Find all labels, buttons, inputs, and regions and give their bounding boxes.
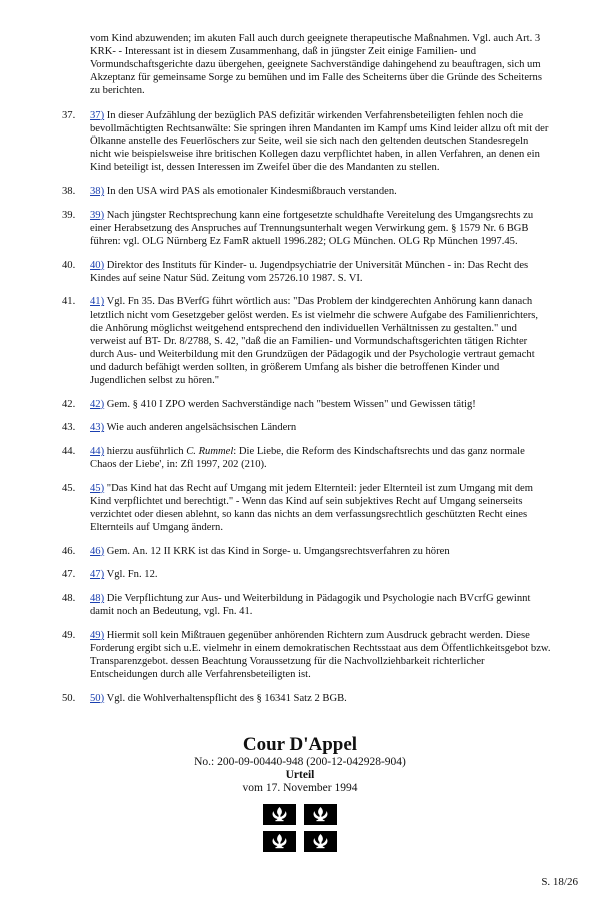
footnote-text: In den USA wird PAS als emotionaler Kindesmißbrauch verstanden. [106,186,397,198]
footnote-42 [62,398,552,411]
author-name: C. Rummel [186,446,234,458]
footnote-38 [62,185,552,198]
footnote-text: Vgl. Fn. 12. [106,569,158,581]
page-number: S. 18/26 [541,876,578,888]
footnote-ref-link[interactable]: 44) [90,446,105,458]
footnote-47 [62,568,552,581]
footnote-ref-link[interactable]: 48) [90,593,105,605]
footnote-46 [62,545,552,558]
footnote-list [62,109,552,716]
footnote-text: In dieser Aufzählung der bezüglich PAS defizitär wirkenden Verfahrensbeteiligten fehlen noch die bevollmächtigten Rechtsanwälte: Sie springen ihren Mandanten im Kampf ums Kind leider allzu oft mit der Ölkanne anstelle des Feuerlöschers zur Seite, weil sie sich nach den geltenden deutschen Standesregeln nicht wie beispielsweise ihre britischen Kollegen dazu verpflichtet haben, in allen Verfahren, an denen ein Kind beteiligt ist, dessen Interessen im Zweifel über die des Mandanten zu stellen. [90,110,549,174]
footnote-number: 50. [62,692,76,704]
footnote-49 [62,629,552,681]
footnote-text-pre: hierzu ausführlich [106,446,187,458]
footnote-number: 40. [62,259,76,271]
footnote-text: Direktor des Instituts für Kinder- u. Jugendpsychiatrie der Universität München - in: Das Recht des Kindes auf seine Natur Süd. Zeitung vom 25726.10 1987. S. VI. [90,259,529,284]
footnote-37 [62,109,552,174]
footnote-ref-link[interactable]: 46) [90,545,105,557]
footnote-text: "Das Kind hat das Recht auf Umgang mit jedem Elternteil: jeder Elternteil ist zum Umgang mit dem Kind verpflichtet und berechtigt." - Wenn das Kind auf sein subjektives Recht auf Umgang seinerseits verzichtet oder diesen ablehnt, so kann das nichts an dem verfassungsrechtlich geschützten Recht eines Elternteils auf Umgang ändern. [90,482,533,534]
footnote-44 [62,445,552,471]
footnote-41 [62,295,552,387]
footnote-number: 49. [62,629,76,641]
footnote-50 [62,692,552,705]
footnote-ref-link[interactable]: 40) [90,259,105,271]
footnote-ref-link[interactable]: 39) [90,209,105,221]
footnote-text: Gem. § 410 I ZPO werden Sachverständige nach "bestem Wissen" und Gewissen tätig! [106,398,476,410]
footnote-text: Vgl. die Wohlverhaltenspflicht des § 16341 Satz 2 BGB. [106,692,347,704]
footnote-number: 42. [62,398,76,410]
footnote-text: Die Verpflichtung zur Aus- und Weiterbildung in Pädagogik und Psychologie nach BVcrfG gewinnt damit noch an Bedeutung, vgl. Fn. 41. [90,593,531,618]
footnote-number: 41. [62,296,76,308]
footnote-ref-link[interactable]: 37) [90,110,105,121]
footnote-number: 37. [62,110,76,121]
intro-paragraph: vom Kind abzuwenden; im akuten Fall auch durch geeignete therapeutische Maßnahmen. Vgl. auch Art. 3 KRK- - Interessant ist in diesem Zusammenhang, daß in jüngster Zeit einige Familien- und Vormundschaftsgerichte dazu übergehen, geeignete Sachverständige dahingehend zu beauftragen, sich um Akzeptanz für gemeinsame Sorge zu bemühen und im Falle des Scheiterns über die Gründe des Scheiterns zu berichten. [90,33,542,97]
footnote-text: Gem. An. 12 II KRK ist das Kind in Sorge- u. Umgangsrechtsverfahren zu hören [106,545,450,557]
footnote-number: 44. [62,446,76,458]
document-type: Urteil [285,769,315,781]
footnote-ref-link[interactable]: 49) [90,629,105,641]
footnote-ref-link[interactable]: 43) [90,422,105,434]
footnote-ref-link[interactable]: 50) [90,692,105,704]
footnote-number: 47. [62,569,76,581]
footnote-number: 48. [62,593,76,605]
footnote-45 [62,482,552,534]
footnote-number: 46. [62,545,76,557]
footnote-text: Hiermit soll kein Mißtrauen gegenüber anhörenden Richtern zum Ausdruck gebracht werden. Diese Forderung ergibt sich u.E. vielmehr in einem demokratischen Rechtsstaat aus dem Öffentlichkeitsgebot bzw. Transparenzgebot. dessen Beachtung Voraussetzung für die Nachvollziehbarkeit richterlicher Entscheidungen durch alle Verfahrensbeteiligten ist. [90,629,551,681]
quebec-flag-icon [263,804,337,852]
footnote-ref-link[interactable]: 47) [90,569,105,581]
case-number: No.: 200-09-00440-948 (200-12-042928-904) [194,756,406,768]
footnote-ref-link[interactable]: 38) [90,186,105,198]
footnote-number: 45. [62,482,76,494]
footnote-number: 39. [62,209,76,221]
footnote-text: Nach jüngster Rechtsprechung kann eine fortgesetzte schuldhafte Vereitelung des Umgangsrechts zu einer Herabsetzung des Anspruches auf Trennungsunterhalt wegen Verwirkung gem. § 1579 Nr. 6 BGB führen: vgl. OLG Nürnberg Ez FamR aktuell 1996.282; OLG München. OLG Rp München 1997.45. [90,209,534,247]
footnote-ref-link[interactable]: 45) [90,482,105,494]
footnote-text: Wie auch anderen angelsächsischen Ländern [106,422,297,434]
footnote-39 [62,209,552,248]
court-name: Cour D'Appel [242,734,358,755]
footnote-ref-link[interactable]: 41) [90,296,105,308]
footnote-43 [62,421,552,434]
footnote-ref-link[interactable]: 42) [90,398,105,410]
footnote-40 [62,259,552,285]
court-footer [0,734,600,852]
footnote-number: 38. [62,186,76,198]
footnote-48 [62,592,552,618]
footnote-text-post: : Die Liebe, die Reform des Kindschaftsrechts und das ganz normale Chaos der Liebe', in: Zfl 1997, 202 (210). [90,446,525,471]
judgment-date: vom 17. November 1994 [242,782,358,794]
footnote-number: 43. [62,422,76,434]
footnote-text: Vgl. Fn 35. Das BVerfG führt wörtlich aus: "Das Problem der kindgerechten Anhörung kann danach letztlich nicht vom Gesetzgeber gelöst werden. Es ist vielmehr die schwere Aufgabe des Familienrichters, die Anhörung möglichst weitgehend entsprechend den individuellen Verhältnissen zu gestalten." und verweist auf BT- Dr. 8/2788, S. 42, "daß die an Familien- und Vormundschaftsgerichten tätigen Richter durch Aus- und Weiterbildung mit den Grundzügen der Pädagogik und der Psychologie vertraut gemacht und dadurch befähigt werden sollten, in größerem Umfang als bisher die betroffenen Kinder und Jugendlichen selbst zu hören." [90,296,539,386]
